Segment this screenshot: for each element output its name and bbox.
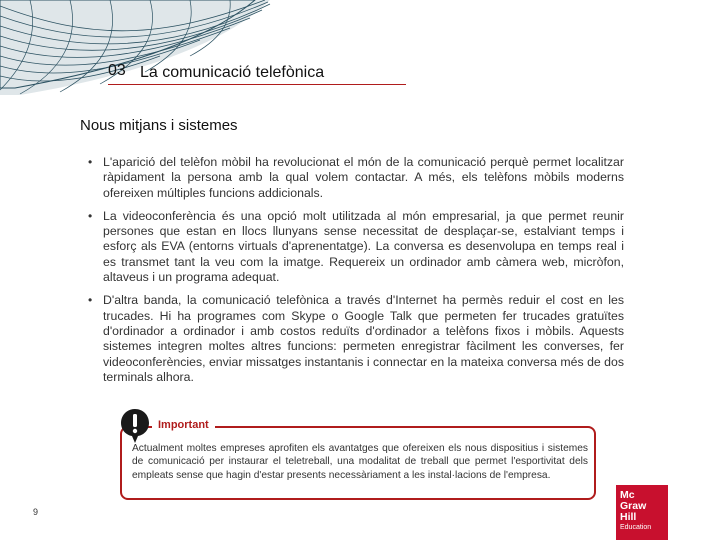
chapter-number: 03: [108, 62, 126, 79]
list-item: [88, 293, 624, 385]
logo-line: Graw: [620, 500, 647, 512]
bullet-icon: •: [88, 208, 93, 223]
bullet-icon: •: [88, 293, 93, 308]
decorative-wave-graphic: [0, 0, 720, 100]
bullet-text: La videoconferència és una opció molt utilitzada al món empresarial, ja que permet reunir persones que estan en llocs llunyans sense necessitat de desplaçar-se, estalviant temps i esforç als EVA (entorns virtuals d'aprenentatge). La conversa es desenvolupa en temps real i es transmet tant la veu com la imatge. Requereix un ordinador amb càmera web, micròfon, altaveus i un programa adequat.: [103, 208, 624, 285]
important-callout: [120, 419, 596, 500]
logo-line: Education: [620, 524, 652, 531]
bullet-text: D'altra banda, la comunicació telefònica a través d'Internet ha permès reduir el cost en les trucades. Hi ha programes com Skype o Google Talk que permeten fer trucades gratuïtes d'ordinador a ordinador i amb costos reduïts d'ordinador a telèfons fixos i mòbils. Aquests sistemes integren moltes altres funcions: permeten enregistrar fàcilment les converses, fer videoconferències, enviar missatges instantanis i connectar en la mateixa conversa més de dos terminals alhora.: [103, 293, 624, 384]
list-item: [88, 155, 624, 201]
logo-line: Hill: [620, 511, 637, 523]
callout-text: Actualment moltes empreses aprofiten els avantatges que ofereixen els nous dispositius i sistemes de comunicació per instaurar el teletreball, una modalitat de treball que permet l'esportivitat dels empleats sense que hagin d'estar presents necessàriament a les instal·lacions de l'empresa.: [132, 443, 588, 481]
logo-line: Mc: [620, 489, 635, 501]
page-number: 9: [33, 507, 39, 517]
chapter-header: [108, 62, 406, 85]
bullet-list: [88, 155, 624, 393]
callout-title: Important: [152, 419, 215, 431]
exclamation-icon: [120, 408, 150, 444]
publisher-logo: [616, 485, 668, 540]
bullet-icon: •: [88, 155, 93, 169]
list-item: [88, 209, 624, 285]
section-title: Nous mitjans i sistemes: [80, 117, 238, 134]
bullet-text: L'aparició del telèfon mòbil ha revolucionat el món de la comunicació perquè permet localitzar ràpidament la persona amb la qual volem contactar. A més, els telèfons mòbils moderns ofereixen múltiples funcions addicionals.: [103, 155, 624, 200]
chapter-title: La comunicació telefònica: [140, 64, 325, 81]
